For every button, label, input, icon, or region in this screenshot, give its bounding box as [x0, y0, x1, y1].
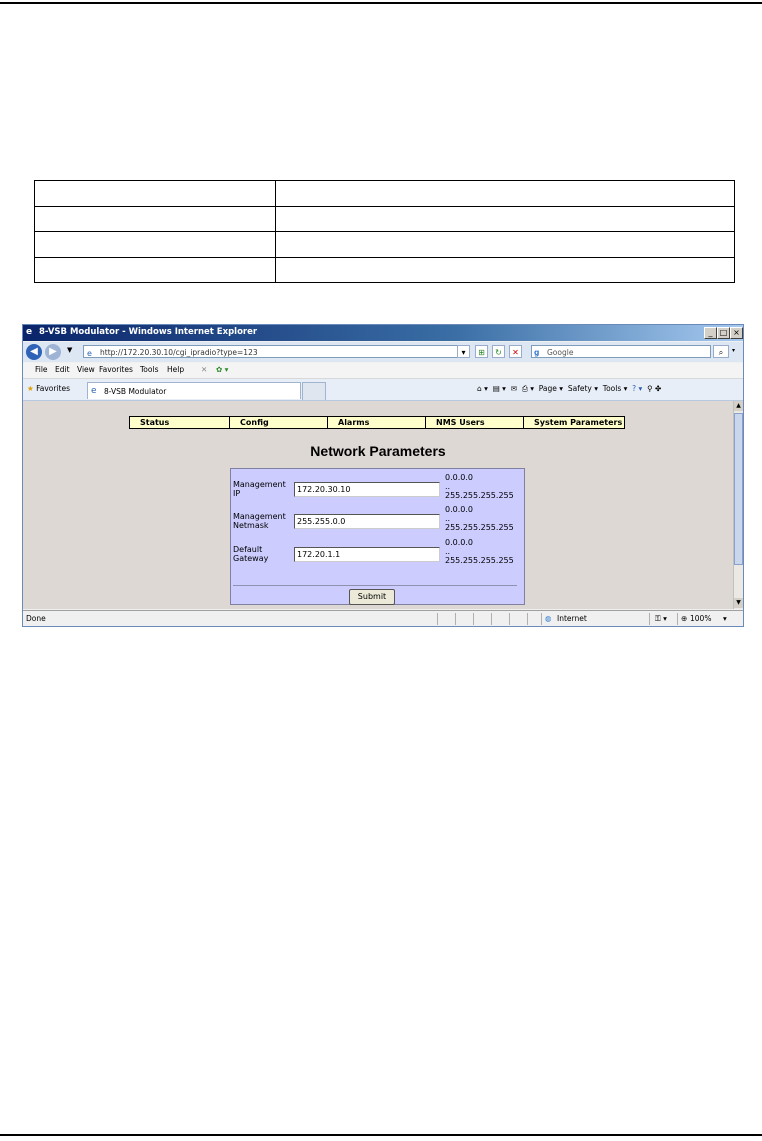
menu-help[interactable]: Help	[167, 365, 185, 374]
page-content	[23, 401, 733, 609]
maximize-button[interactable]: □	[717, 327, 730, 339]
page-title: Network Parameters	[310, 443, 446, 459]
research-icon[interactable]: ⚲	[647, 384, 653, 393]
zoom-text[interactable]: 100%	[690, 614, 712, 623]
submit-button[interactable]: Submit	[349, 589, 395, 605]
refresh-icon[interactable]: ↻	[492, 345, 505, 358]
back-button[interactable]: ◀	[26, 344, 42, 360]
network-form	[230, 468, 525, 605]
home-icon[interactable]: ⌂ ▾	[477, 384, 488, 393]
favorites-button[interactable]: ★ Favorites	[27, 384, 71, 393]
tools-menu[interactable]: Tools ▾	[602, 384, 628, 393]
browser-window	[22, 324, 744, 627]
window-title: 8-VSB Modulator - Windows Internet Explorer	[39, 327, 258, 337]
scroll-up-icon[interactable]: ▲	[734, 401, 743, 411]
history-dropdown-icon[interactable]: ▼	[67, 346, 73, 354]
globe-icon: ◍	[545, 614, 552, 623]
address-url: http://172.20.30.10/cgi_ipradio?type=123	[100, 348, 258, 357]
menu-edit[interactable]: Edit	[55, 365, 70, 374]
zone-text: Internet	[557, 614, 587, 623]
table-row	[35, 232, 735, 258]
nav-tab-system-parameters[interactable]: System Parameters	[534, 418, 623, 427]
menu-view[interactable]: View	[77, 365, 95, 374]
menu-file[interactable]: File	[35, 365, 48, 374]
management-ip-label: Management IP	[233, 480, 286, 498]
address-input[interactable]	[83, 345, 463, 358]
scroll-thumb[interactable]	[734, 413, 743, 565]
search-options-icon[interactable]: ▾	[732, 347, 736, 354]
tab-page-icon: e	[91, 386, 97, 396]
star-icon: ★	[27, 384, 34, 393]
tab-title: 8-VSB Modulator	[104, 387, 167, 396]
form-divider	[233, 585, 517, 586]
close-button[interactable]: ×	[730, 327, 743, 339]
title-bar	[23, 325, 743, 341]
menu-tools[interactable]: Tools	[140, 365, 159, 374]
nav-tab-config[interactable]: Config	[230, 417, 328, 428]
page-menu[interactable]: Page ▾	[538, 384, 564, 393]
new-tab-button[interactable]	[302, 382, 326, 400]
mail-icon[interactable]: ✉	[510, 384, 518, 393]
favorites-bar	[23, 379, 743, 401]
compatibility-icon[interactable]: ⊞	[475, 345, 488, 358]
scroll-down-icon[interactable]: ▼	[734, 598, 743, 608]
protected-mode-icon[interactable]: ⚿ ▾	[655, 614, 667, 623]
menu-favorites[interactable]: Favorites	[99, 365, 133, 374]
messenger-icon[interactable]: ✤	[654, 384, 662, 393]
search-input[interactable]	[531, 345, 711, 358]
status-bar	[23, 610, 743, 627]
nav-tab-nms-users[interactable]: NMS Users	[426, 417, 524, 428]
management-netmask-label: Management Netmask	[233, 512, 286, 530]
nav-bar	[129, 416, 625, 429]
addons-icon[interactable]: ✿ ▾	[216, 365, 229, 374]
zoom-dropdown-icon[interactable]: ▾	[723, 614, 727, 623]
default-gateway-label: Default Gateway	[233, 545, 269, 563]
command-bar	[477, 384, 661, 394]
blank-table	[34, 180, 735, 283]
close-x-icon[interactable]: ✕	[201, 365, 208, 374]
forward-button[interactable]: ▶	[45, 344, 61, 360]
default-gateway-input[interactable]: 172.20.1.1	[294, 547, 440, 562]
help-icon[interactable]: ? ▾	[632, 384, 643, 393]
management-netmask-range: 0.0.0.0 .. 255.255.255.255	[445, 505, 514, 532]
stop-icon[interactable]: ✕	[509, 345, 522, 358]
nav-tab-alarms[interactable]: Alarms	[328, 417, 426, 428]
status-text: Done	[26, 614, 46, 623]
address-dropdown-icon[interactable]: ▾	[457, 345, 470, 358]
feeds-icon[interactable]: ▤ ▾	[492, 384, 506, 393]
page-icon: e	[87, 349, 92, 358]
minimize-button[interactable]: _	[704, 327, 717, 339]
nav-tab-status[interactable]: Status	[130, 417, 230, 428]
tab-active[interactable]	[87, 382, 301, 399]
ie-icon: e	[26, 327, 33, 337]
default-gateway-range: 0.0.0.0 .. 255.255.255.255	[445, 538, 514, 565]
vertical-scrollbar[interactable]	[733, 401, 743, 609]
zoom-icon[interactable]: ⊕	[681, 614, 688, 623]
management-ip-range: 0.0.0.0 .. 255.255.255.255	[445, 473, 514, 500]
search-placeholder: Google	[547, 348, 574, 357]
table-row	[35, 257, 735, 283]
management-netmask-input[interactable]: 255.255.0.0	[294, 514, 440, 529]
table-row	[35, 181, 735, 207]
management-ip-input[interactable]: 172.20.30.10	[294, 482, 440, 497]
safety-menu[interactable]: Safety ▾	[567, 384, 598, 393]
page-top-rule	[0, 2, 762, 4]
search-icon[interactable]: ⌕	[713, 345, 729, 358]
table-row	[35, 206, 735, 232]
page-bottom-rule	[0, 1134, 762, 1136]
google-icon: g	[534, 348, 540, 357]
address-bar	[23, 342, 743, 362]
print-icon[interactable]: ⎙ ▾	[521, 384, 534, 393]
menu-bar	[23, 363, 743, 379]
